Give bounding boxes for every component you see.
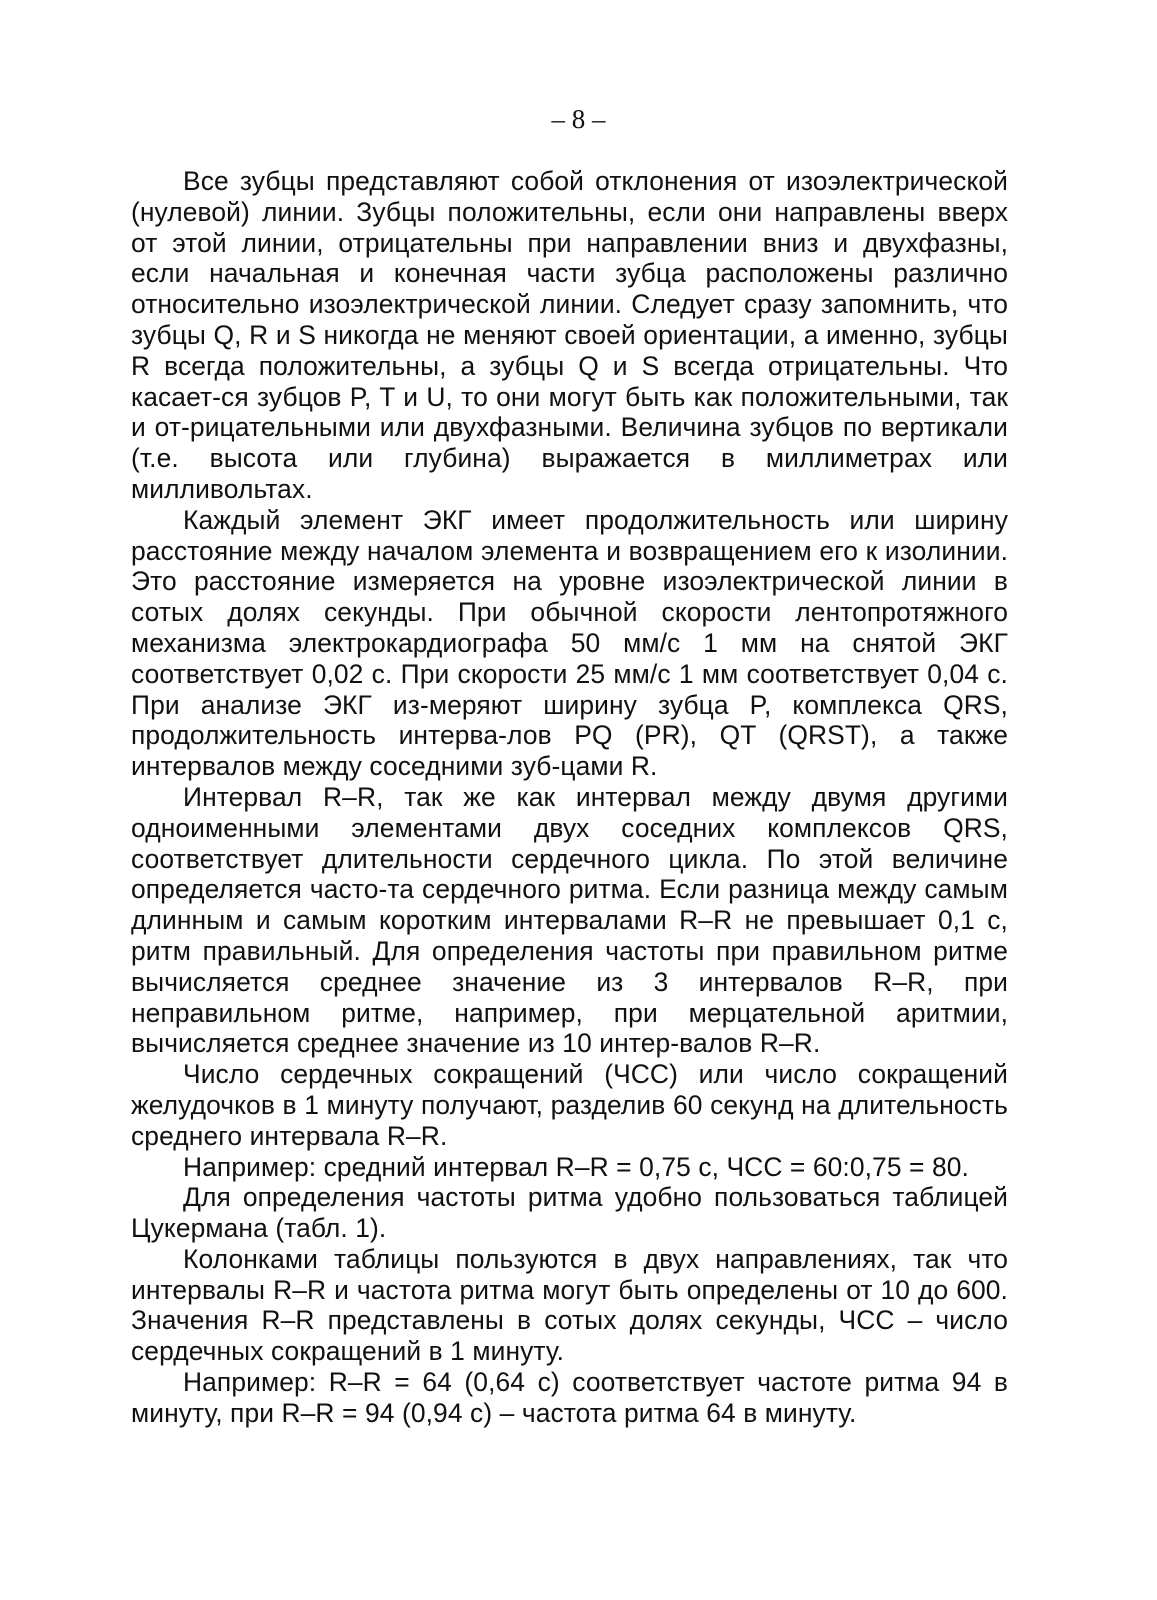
page-body: [131, 166, 1008, 1429]
page-number: – 8 –: [551, 104, 606, 134]
paragraph-waves-polarity: Все зубцы представляют собой отклонения от изоэлектрической (нулевой) линии. Зубцы положительны, если они направлены вверх от этой линии, отрицательны при направлении вниз и двухфазны, если начальная и конечная части зубца расположены различно относительно изоэлектрической линии. Следует сразу запомнить, что зубцы Q, R и S никогда не меняют своей ориентации, а именно, зубцы R всегда положительны, а зубцы Q и S всегда отрицательны. Что касает-ся зубцов P, T и U, то они могут быть как положительными, так и от-рицательными или двухфазными. Величина зубцов по вертикали (т.е. высота или глубина) выражается в миллиметрах или милливольтах.: [131, 166, 1008, 504]
paragraph-example-1: Например: средний интервал R–R = 0,75 с, ЧСС = 60:0,75 = 80.: [183, 1151, 969, 1182]
paragraph-rr-interval: Интервал R–R, так же как интервал между двумя другими одноименными элементами двух соседних комплексов QRS, соответствует длительности сердечного цикла. По этой величине определяется часто-та сердечного ритма. Если разница между самым длинным и самым коротким интервалами R–R не превышает 0,1 с, ритм правильный. Для определения частоты при правильном ритме вычисляется среднее значение из 3 интервалов R–R, при неправильном ритме, например, при мерцательной аритмии, вычисляется среднее значение из 10 интер-валов R–R.: [131, 781, 1008, 1059]
paragraph-tsukerman-table: Для определения частоты ритма удобно пользоваться таблицей Цукермана (табл. 1).: [131, 1182, 1008, 1244]
paragraph-table-columns: Колонками таблицы пользуются в двух направлениях, так что интервалы R–R и частота ритма могут быть определены от 10 до 600. Значения R–R представлены в сотых долях секунды, ЧСС – число сердечных сокращений в 1 минуту.: [131, 1243, 1008, 1367]
paragraph-example-2: Например: R–R = 64 (0,64 с) соответствует частоте ритма 94 в минуту, при R–R = 94 (0,94 с) – частота ритма 64 в минуту.: [131, 1367, 1008, 1428]
paragraph-element-duration: Каждый элемент ЭКГ имеет продолжительность или ширину расстояние между началом элемента и возвращением его к изолинии. Это расстояние измеряется на уровне изоэлектрической линии в сотых долях секунды. При обычной скорости лентопротяжного механизма электрокардиографа 50 мм/с 1 мм на снятой ЭКГ соответствует 0,02 с. При скорости 25 мм/с 1 мм соответствует 0,04 с. При анализе ЭКГ из-меряют ширину зубца P, комплекса QRS, продолжительность интерва-лов PQ (PR), QT (QRST), а также интервалов между соседними зуб-цами R.: [131, 504, 1008, 782]
paragraph-heart-rate: Число сердечных сокращений (ЧСС) или число сокращений желудочков в 1 минуту получают, разделив 60 секунд на длительность среднего интервала R–R.: [131, 1059, 1008, 1151]
